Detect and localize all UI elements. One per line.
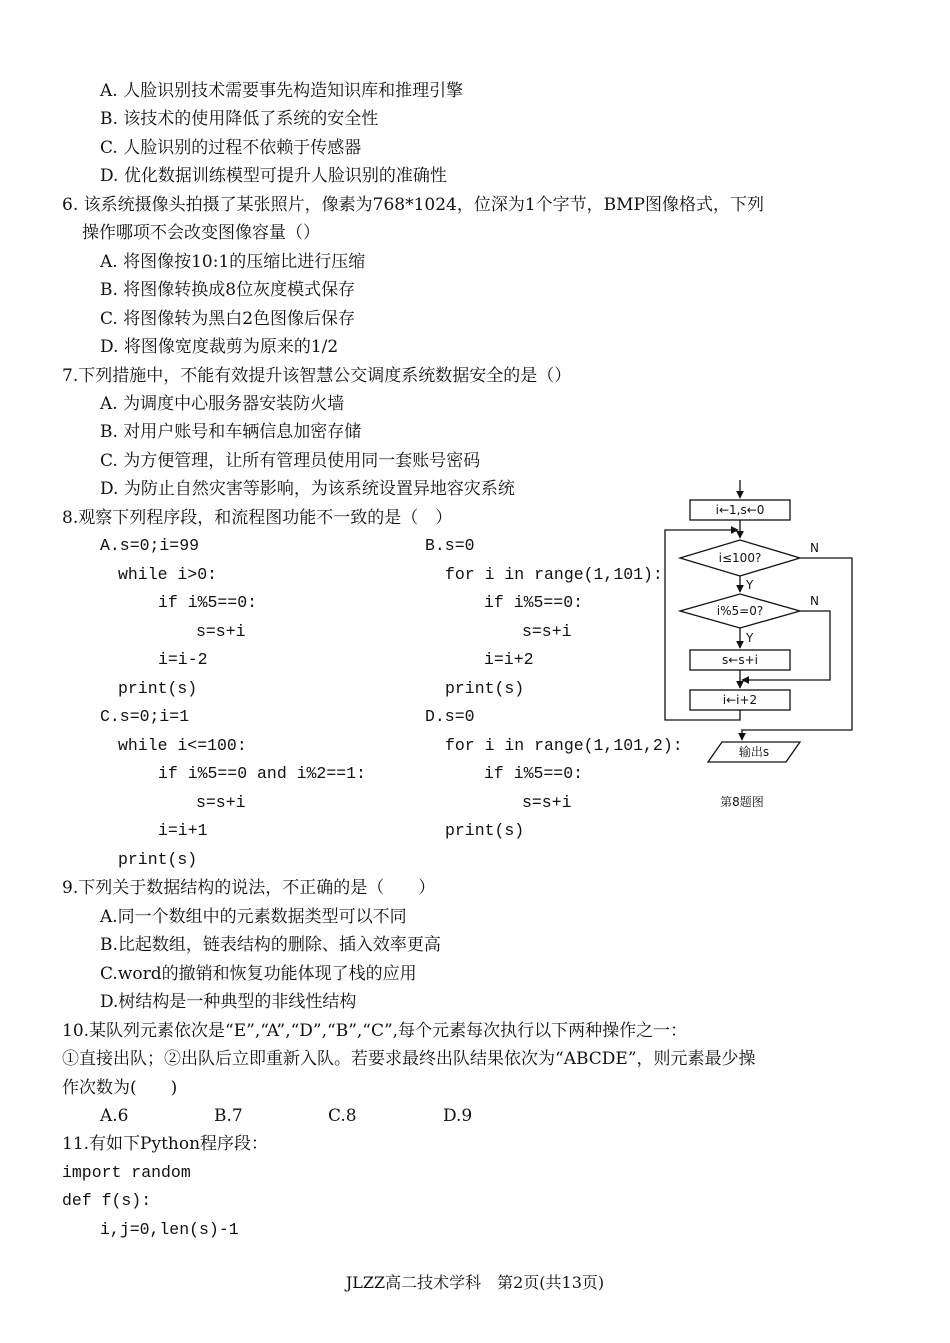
q8-d-line5: print(s) [445,821,525,840]
flow-cond2-no-label: N [810,594,819,608]
flow-cond1-no-path [742,558,852,740]
flow-init-label: i←1,s←0 [715,503,765,517]
q11-code-line2: def f(s): [62,1191,152,1210]
q9-option-a: A.同一个数组中的元素数据类型可以不同 [100,907,407,927]
q11-stem: 11.有如下Python程序段： [62,1134,269,1154]
q11-code-line1: import random [62,1163,191,1182]
q6-stem-line2: 操作哪项不会改变图像容量（） [82,223,320,243]
q8-d-line2: for i in range(1,101,2): [445,736,683,755]
q8-b-line6: print(s) [445,679,525,698]
q10-option-b: B.7 [214,1106,243,1126]
q8-b-line3: if i%5==0: [484,593,584,612]
q8-c-line1: C.s=0;i=1 [100,707,190,726]
q8-c-line3: if i%5==0 and i%2==1: [158,764,366,783]
q6-option-c: C. 将图像转为黑白2色图像后保存 [100,309,356,329]
q10-stem-line1: 10.某队列元素依次是“E”,“A”,“D”,“B”,“C”,每个元素每次执行以下两种操作之一： [62,1021,688,1041]
q7-stem: 7.下列措施中，不能有效提升该智慧公交调度系统数据安全的是（） [62,366,572,386]
q8-c-line6: print(s) [118,850,198,869]
q7-option-d: D. 为防止自然灾害等影响，为该系统设置异地容灾系统 [100,479,515,499]
q8-c-line5: i=i+1 [158,821,208,840]
q8-stem: 8.观察下列程序段，和流程图功能不一致的是（ ） [62,508,453,528]
q8-b-line4: s=s+i [522,622,572,641]
flow-inc-label: i←i+2 [722,693,758,707]
q10-option-a: A.6 [100,1106,129,1126]
q5-option-a: A. 人脸识别技术需要事先构造知识库和推理引擎 [100,81,464,101]
flow-sum-label: s←s+i [722,653,758,667]
q8-d-line3: if i%5==0: [484,764,584,783]
q5-option-c: C. 人脸识别的过程不依赖于传感器 [100,138,362,158]
q6-option-b: B. 将图像转换成8位灰度模式保存 [100,280,356,300]
q6-option-d: D. 将图像宽度裁剪为原来的1/2 [100,337,339,357]
q5-option-b: B. 该技术的使用降低了系统的安全性 [100,109,379,129]
q9-option-b: B.比起数组，链表结构的删除、插入效率更高 [100,935,441,955]
q8-b-line1: B.s=0 [425,536,475,555]
q7-option-b: B. 对用户账号和车辆信息加密存储 [100,422,362,442]
flow-cond1-yes-label: Y [746,578,754,592]
q7-option-a: A. 为调度中心服务器安装防火墙 [100,394,345,414]
flow-cond2-label: i%5=0? [716,604,764,618]
q8-a-line6: print(s) [118,679,198,698]
q8-a-line3: if i%5==0: [158,593,258,612]
q9-option-d: D.树结构是一种典型的非线性结构 [100,992,357,1012]
q9-option-c: C.word的撤销和恢复功能体现了栈的应用 [100,964,417,984]
q10-stem-line3: 作次数为( ) [62,1078,178,1098]
page-footer: JLZZ高二技术学科 第2页(共13页) [345,1273,605,1292]
q10-option-c: C.8 [328,1106,357,1126]
q8-b-line5: i=i+2 [484,650,534,669]
q8-c-line4: s=s+i [196,793,246,812]
flow-cond1-label: i≤100? [718,551,762,565]
flow-output-label: 输出s [738,745,770,759]
q8-flowchart [660,478,860,818]
q6-option-a: A. 将图像按10:1的压缩比进行压缩 [100,252,366,272]
q10-option-d: D.9 [443,1106,473,1126]
q6-stem-line1: 6. 该系统摄像头拍摄了某张照片，像素为768*1024，位深为1个字节，BMP图像格式，下列 [62,195,764,215]
q8-d-line1: D.s=0 [425,707,475,726]
q8-a-line5: i=i-2 [158,650,208,669]
q8-c-line2: while i<=100: [118,736,247,755]
flow-cond2-yes-label: Y [746,631,754,645]
q9-stem: 9.下列关于数据结构的说法，不正确的是（ ） [62,878,436,898]
q8-d-line4: s=s+i [522,793,572,812]
q7-option-c: C. 为方便管理，让所有管理员使用同一套账号密码 [100,451,481,471]
q8-a-line1: A.s=0;i=99 [100,536,200,555]
flow-caption: 第8题图 [720,795,764,809]
q10-stem-line2: ①直接出队；②出队后立即重新入队。若要求最终出队结果依次为“ABCDE”，则元素最少操 [62,1049,756,1069]
q8-a-line4: s=s+i [196,622,246,641]
q11-code-line3: i,j=0,len(s)-1 [100,1220,239,1239]
q5-option-d: D. 优化数据训练模型可提升人脸识别的准确性 [100,166,447,186]
flow-cond1-no-label: N [810,541,819,555]
q8-b-line2: for i in range(1,101): [445,565,663,584]
q8-a-line2: while i>0: [118,565,218,584]
